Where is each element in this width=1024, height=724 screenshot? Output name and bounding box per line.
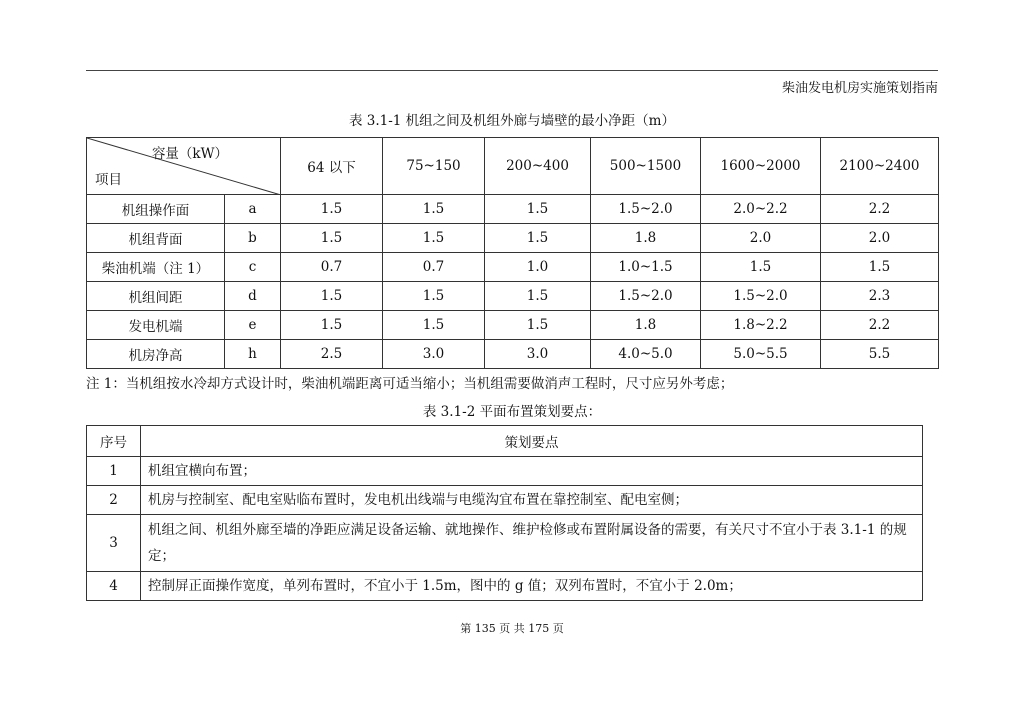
- table-row: [87, 457, 923, 486]
- table-cell: 3.0: [383, 340, 485, 369]
- column-header: 500~1500: [591, 138, 701, 195]
- table-row: [87, 340, 939, 369]
- table-cell: 2.0~2.2: [701, 195, 821, 224]
- table-cell: 1.5: [485, 311, 591, 340]
- row-number: 1: [87, 457, 141, 486]
- row-text: 机组宜横向布置；: [141, 457, 923, 486]
- row-text: 机组之间、机组外廊至墙的净距应满足设备运输、就地操作、维护检修或布置附属设备的需要，有关尺寸不宜小于表 3.1-1 的规定；: [141, 515, 923, 572]
- table2-caption: 表 3.1-2 平面布置策划要点：: [422, 404, 602, 420]
- row-text: 机房与控制室、配电室贴临布置时，发电机出线端与电缆沟宜布置在靠控制室、配电室侧；: [141, 486, 923, 515]
- row-item: 机组间距: [87, 282, 225, 311]
- table-cell: 2.0: [701, 224, 821, 253]
- table-row: [87, 311, 939, 340]
- layout-points-table: [86, 425, 923, 601]
- table-cell: 1.5: [383, 195, 485, 224]
- table-row: [87, 515, 923, 572]
- row-text: 控制屏正面操作宽度，单列布置时，不宜小于 1.5m，图中的 g 值；双列布置时，不宜小于 2.0m；: [141, 572, 923, 601]
- row-item: 发电机端: [87, 311, 225, 340]
- table-cell: 1.0~1.5: [591, 253, 701, 282]
- table-cell: 4.0~5.0: [591, 340, 701, 369]
- row-number: 3: [87, 515, 141, 572]
- table-cell: 1.8: [591, 224, 701, 253]
- table1-caption: 表 3.1-1 机组之间及机组外廊与墙壁的最小净距（m）: [348, 113, 675, 129]
- page-footer: 第 135 页 共 175 页: [460, 622, 564, 635]
- table-row: [87, 195, 939, 224]
- table1-corner-cell: [87, 138, 281, 195]
- row-code: c: [225, 253, 281, 282]
- table-cell: 5.5: [821, 340, 939, 369]
- table-cell: 2.3: [821, 282, 939, 311]
- table-cell: 2.0: [821, 224, 939, 253]
- table-cell: 1.5: [701, 253, 821, 282]
- table-row: [87, 486, 923, 515]
- item-label: 项目: [95, 172, 122, 188]
- table-row: [87, 282, 939, 311]
- row-code: a: [225, 195, 281, 224]
- table-cell: 1.5~2.0: [701, 282, 821, 311]
- table-cell: 2.2: [821, 195, 939, 224]
- table-cell: 1.5: [281, 195, 383, 224]
- row-code: e: [225, 311, 281, 340]
- table-cell: 1.5: [383, 282, 485, 311]
- row-item: 机房净高: [87, 340, 225, 369]
- table-cell: 1.5: [281, 282, 383, 311]
- table-cell: 1.5: [281, 224, 383, 253]
- table-cell: 0.7: [281, 253, 383, 282]
- table-cell: 3.0: [485, 340, 591, 369]
- row-number: 4: [87, 572, 141, 601]
- table2-header-row: [87, 426, 923, 457]
- table-cell: 1.5: [383, 224, 485, 253]
- column-header-content: 策划要点: [141, 426, 923, 457]
- table-cell: 1.5: [485, 224, 591, 253]
- column-header: 200~400: [485, 138, 591, 195]
- table-cell: 2.2: [821, 311, 939, 340]
- table-row: [87, 253, 939, 282]
- table1-header-row: [87, 138, 939, 195]
- table-cell: 1.8~2.2: [701, 311, 821, 340]
- table-cell: 2.5: [281, 340, 383, 369]
- table-cell: 1.8: [591, 311, 701, 340]
- document-header: 柴油发电机房实施策划指南: [781, 81, 938, 96]
- table-cell: 5.0~5.5: [701, 340, 821, 369]
- column-header-no: 序号: [87, 426, 141, 457]
- row-code: d: [225, 282, 281, 311]
- capacity-label: 容量（kW）: [151, 146, 228, 162]
- table-cell: 1.5~2.0: [591, 282, 701, 311]
- table-row: [87, 224, 939, 253]
- row-item: 机组操作面: [87, 195, 225, 224]
- row-item: 柴油机端（注 1）: [87, 253, 225, 282]
- row-number: 2: [87, 486, 141, 515]
- table-cell: 1.5: [821, 253, 939, 282]
- row-code: b: [225, 224, 281, 253]
- column-header: 64 以下: [281, 138, 383, 195]
- table-cell: 1.5: [485, 195, 591, 224]
- table1-footnote: 注 1：当机组按水冷却方式设计时，柴油机端距离可适当缩小；当机组需要做消声工程时，尺寸应另外考虑；: [86, 376, 734, 392]
- table-row: [87, 572, 923, 601]
- column-header: 2100~2400: [821, 138, 939, 195]
- table-cell: 1.5~2.0: [591, 195, 701, 224]
- table-cell: 1.5: [383, 311, 485, 340]
- clearance-table: [86, 137, 939, 369]
- table-cell: 0.7: [383, 253, 485, 282]
- table-cell: 1.5: [281, 311, 383, 340]
- header-rule: [86, 70, 938, 71]
- table-cell: 1.0: [485, 253, 591, 282]
- table-cell: 1.5: [485, 282, 591, 311]
- row-item: 机组背面: [87, 224, 225, 253]
- column-header: 1600~2000: [701, 138, 821, 195]
- row-code: h: [225, 340, 281, 369]
- column-header: 75~150: [383, 138, 485, 195]
